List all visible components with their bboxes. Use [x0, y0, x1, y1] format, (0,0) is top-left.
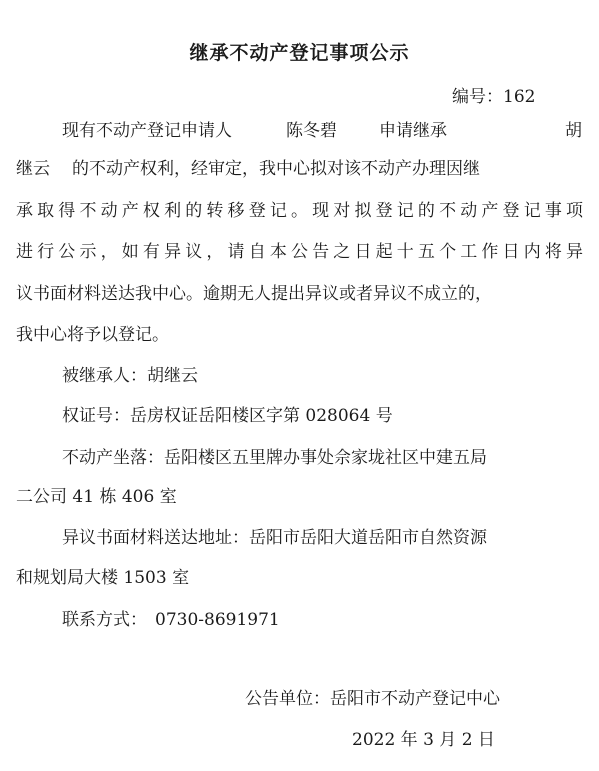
address-value-line-2: 和规划局大楼 1503 室 — [16, 568, 190, 588]
serial-number — [452, 86, 535, 108]
request-text: 申请继承 — [379, 121, 447, 141]
serial-value: 162 — [503, 87, 536, 107]
issuer-row — [245, 688, 500, 710]
contact-row — [62, 609, 280, 631]
serial-label: 编号： — [452, 87, 503, 107]
address-row — [62, 527, 487, 549]
body-line-4: 进行公示，如有异议，请自本公告之日起十五个工作日内将异 — [16, 242, 583, 262]
address-value-line-1: 岳阳市岳阳大道岳阳市自然资源 — [249, 528, 487, 548]
deceased-name-rest: 继云 — [16, 159, 50, 179]
contact-value: 0730-8691971 — [155, 610, 280, 630]
notice-date: 2022 年 3 月 2 日 — [352, 730, 495, 750]
body-line-5: 议书面材料送达我中心。逾期无人提出异议或者异议不成立的， — [16, 284, 492, 304]
contact-label: 联系方式： — [62, 610, 147, 630]
location-row — [62, 447, 487, 469]
issuer-label: 公告单位： — [245, 689, 330, 709]
intro-text: 现有不动产登记申请人 — [62, 121, 232, 141]
cert-row — [62, 405, 393, 427]
deceased-given-name: 胡 — [565, 121, 582, 141]
page-title: 继承不动产登记事项公示 — [189, 42, 410, 64]
body-line-2-text: 的不动产权利，经审定，我中心拟对该不动产办理因继 — [72, 159, 480, 179]
body-line-1 — [62, 120, 447, 142]
cert-value: 岳房权证岳阳楼区字第 028064 号 — [130, 406, 393, 426]
cert-label: 权证号： — [62, 406, 130, 426]
body-line-2 — [16, 158, 480, 180]
location-value-line-1: 岳阳楼区五里牌办事处佘家垅社区中建五局 — [164, 448, 487, 468]
heir-value: 胡继云 — [147, 366, 198, 386]
body-line-6: 我中心将予以登记。 — [16, 325, 169, 345]
location-value-line-2: 二公司 41 栋 406 室 — [16, 487, 177, 507]
location-label: 不动产坐落： — [62, 448, 164, 468]
heir-row — [62, 365, 198, 387]
heir-label: 被继承人： — [62, 366, 147, 386]
address-label: 异议书面材料送达地址： — [62, 528, 249, 548]
body-line-3: 承取得不动产权利的转移登记。现对拟登记的不动产登记事项 — [16, 201, 583, 221]
issuer-value: 岳阳市不动产登记中心 — [330, 689, 500, 709]
applicant-name: 陈冬碧 — [286, 121, 337, 141]
